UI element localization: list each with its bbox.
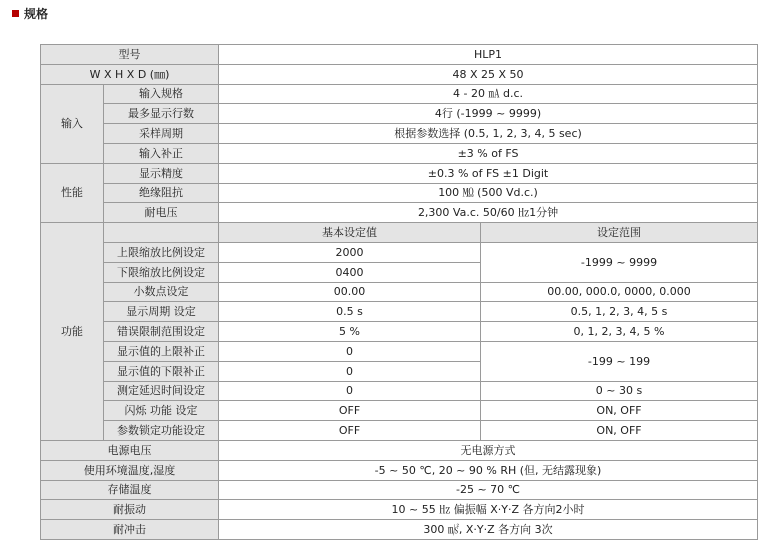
default-value: 0 (219, 341, 481, 361)
row-value: 10 ~ 55 ㎐ 偏振幅 X·Y·Z 各方向2小时 (219, 500, 758, 520)
table-row (41, 242, 758, 262)
table-row (41, 302, 758, 322)
model-value: HLP1 (219, 45, 758, 65)
row-label: 显示周期 设定 (104, 302, 219, 322)
row-value: 4行 (-1999 ~ 9999) (219, 104, 758, 124)
row-label: 电源电压 (41, 440, 219, 460)
table-row (41, 440, 758, 460)
red-square-icon (12, 10, 19, 17)
row-value: 300 ㎨, X·Y·Z 各方向 3次 (219, 520, 758, 540)
table-row (41, 341, 758, 361)
range-value: 00.00, 000.0, 0000, 0.000 (481, 282, 758, 302)
range-value: -199 ~ 199 (481, 341, 758, 381)
table-row (41, 124, 758, 144)
dimension-label: W X H X D (㎜) (41, 64, 219, 84)
table-row (41, 104, 758, 124)
table-row (41, 460, 758, 480)
row-value: 无电源方式 (219, 440, 758, 460)
table-row (41, 64, 758, 84)
row-label: 耐振动 (41, 500, 219, 520)
table-row (41, 223, 758, 243)
row-label: 存储温度 (41, 480, 219, 500)
function-group-label: 功能 (41, 223, 104, 441)
row-label: 错误限制范围设定 (104, 322, 219, 342)
row-label: 最多显示行数 (104, 104, 219, 124)
row-label: 使用环境温度,湿度 (41, 460, 219, 480)
default-value: 00.00 (219, 282, 481, 302)
default-value: 0 (219, 361, 481, 381)
table-row (41, 500, 758, 520)
range-value: -1999 ~ 9999 (481, 242, 758, 282)
row-label: 显示值的下限补正 (104, 361, 219, 381)
row-label: 耐冲击 (41, 520, 219, 540)
table-row (41, 282, 758, 302)
row-value: 根据参数选择 (0.5, 1, 2, 3, 4, 5 sec) (219, 124, 758, 144)
range-value: 0, 1, 2, 3, 4, 5 % (481, 322, 758, 342)
row-label: 上限缩放比例设定 (104, 242, 219, 262)
table-row (41, 84, 758, 104)
table-row (41, 45, 758, 65)
row-label: 耐电压 (104, 203, 219, 223)
row-value: 4 - 20 ㎃ d.c. (219, 84, 758, 104)
spec-table (40, 44, 758, 540)
row-label: 小数点设定 (104, 282, 219, 302)
row-label: 显示精度 (104, 163, 219, 183)
row-value: ±0.3 % of FS ±1 Digit (219, 163, 758, 183)
default-value: OFF (219, 401, 481, 421)
table-row (41, 163, 758, 183)
row-label: 输入规格 (104, 84, 219, 104)
table-row (41, 143, 758, 163)
range-value: 0 ~ 30 s (481, 381, 758, 401)
section-title: 规格 (24, 6, 49, 21)
table-row (41, 480, 758, 500)
performance-group-label: 性能 (41, 163, 104, 222)
empty-header-cell (104, 223, 219, 243)
row-label: 绝缘阻抗 (104, 183, 219, 203)
row-value: 100 ㏁ (500 Vd.c.) (219, 183, 758, 203)
row-label: 测定延迟时间设定 (104, 381, 219, 401)
row-label: 参数锁定功能设定 (104, 421, 219, 441)
default-value: 2000 (219, 242, 481, 262)
table-row (41, 520, 758, 540)
range-value: ON, OFF (481, 401, 758, 421)
section-header (12, 5, 48, 21)
row-label: 下限缩放比例设定 (104, 262, 219, 282)
default-column-header: 基本设定值 (219, 223, 481, 243)
row-label: 显示值的上限补正 (104, 341, 219, 361)
table-row (41, 381, 758, 401)
range-value: ON, OFF (481, 421, 758, 441)
range-value: 0.5, 1, 2, 3, 4, 5 s (481, 302, 758, 322)
row-value: -25 ~ 70 ℃ (219, 480, 758, 500)
row-value: 2,300 Va.c. 50/60 ㎐1分钟 (219, 203, 758, 223)
table-row (41, 421, 758, 441)
range-column-header: 设定范围 (481, 223, 758, 243)
default-value: 5 % (219, 322, 481, 342)
model-label: 型号 (41, 45, 219, 65)
default-value: 0.5 s (219, 302, 481, 322)
default-value: 0 (219, 381, 481, 401)
row-label: 闪烁 功能 设定 (104, 401, 219, 421)
default-value: OFF (219, 421, 481, 441)
table-row (41, 401, 758, 421)
table-row (41, 203, 758, 223)
input-group-label: 输入 (41, 84, 104, 163)
default-value: 0400 (219, 262, 481, 282)
row-label: 采样周期 (104, 124, 219, 144)
table-row (41, 322, 758, 342)
row-value: -5 ~ 50 ℃, 20 ~ 90 % RH (但, 无结露现象) (219, 460, 758, 480)
row-label: 输入补正 (104, 143, 219, 163)
dimension-value: 48 X 25 X 50 (219, 64, 758, 84)
table-row (41, 183, 758, 203)
row-value: ±3 % of FS (219, 143, 758, 163)
